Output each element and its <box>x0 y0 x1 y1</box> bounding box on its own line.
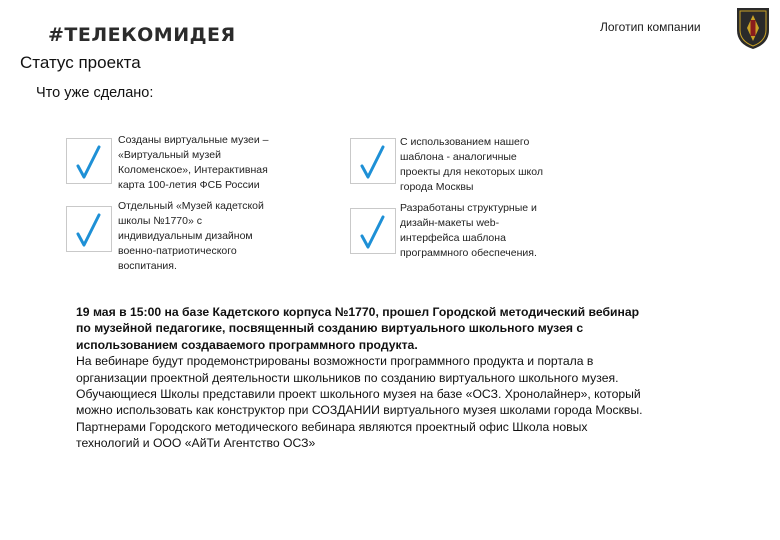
done-item-line: школы №1770» с <box>118 215 202 227</box>
summary-line: На вебинаре будут продемонстрированы возможности программного продукта и портала в <box>76 354 594 369</box>
done-item-line: Отдельный «Музей кадетской <box>118 200 264 212</box>
done-item-line: Созданы виртуальные музеи – <box>118 134 269 146</box>
done-item <box>400 201 537 261</box>
logo-placeholder-label: Логотип компании <box>600 20 701 34</box>
done-item-line: С использованием нашего <box>400 136 530 148</box>
summary-bold-line: использованием создаваемого программного продукта. <box>76 337 418 352</box>
shield-emblem-icon <box>735 6 771 50</box>
done-item-line: города Москвы <box>400 181 474 193</box>
checkmark-icon <box>350 208 396 254</box>
done-item-line: программного обеспечения. <box>400 247 537 259</box>
done-item-line: дизайн-макеты web- <box>400 217 500 229</box>
done-item-line: индивидуальным дизайном <box>118 230 253 242</box>
done-item-line: Разработаны структурные и <box>400 202 537 214</box>
done-item <box>118 133 269 193</box>
page-title: Статус проекта <box>20 53 141 72</box>
done-item-line: воспитания. <box>118 260 177 272</box>
done-item-line: шаблона - аналогичные <box>400 151 517 163</box>
summary-bold-line: по музейной педагогике, посвященный созданию виртуального школьного музея с <box>76 321 584 336</box>
summary-line: можно использовать как конструктор при СОЗДАНИИ виртуального музея школами города Москвы. <box>76 403 643 418</box>
webinar-summary <box>76 304 756 452</box>
done-item-line: карта 100-летия ФСБ России <box>118 179 260 191</box>
checkmark-icon <box>66 206 112 252</box>
brand-logo-text: #ТЕЛЕКОМИДЕЯ <box>48 24 236 46</box>
done-item <box>118 199 264 274</box>
section-title-done: Что уже сделано: <box>36 85 154 101</box>
checkmark-icon <box>350 138 396 184</box>
summary-line: технологий и ООО «АйТи Агентство ОСЗ» <box>76 436 316 451</box>
done-item-line: военно-патриотического <box>118 245 237 257</box>
done-item-line: «Виртуальный музей <box>118 149 221 161</box>
checkmark-icon <box>66 138 112 184</box>
summary-line: Партнерами Городского методического вебинара являются проектный офис Школа новых <box>76 419 588 434</box>
done-item-line: проекты для некоторых школ <box>400 166 543 178</box>
done-item-line: Коломенское», Интерактивная <box>118 164 268 176</box>
done-item <box>400 135 543 195</box>
done-item-line: интерфейса шаблона <box>400 232 506 244</box>
summary-bold-line: 19 мая в 15:00 на базе Кадетского корпуса №1770, прошел Городской методический вебинар <box>76 305 640 319</box>
summary-line: организации проектной деятельности школьников по созданию виртуального школьного музея. <box>76 370 619 385</box>
summary-line: Обучающиеся Школы представили проект школьного музея на базе «ОСЗ. Хронолайнер», который <box>76 387 641 402</box>
